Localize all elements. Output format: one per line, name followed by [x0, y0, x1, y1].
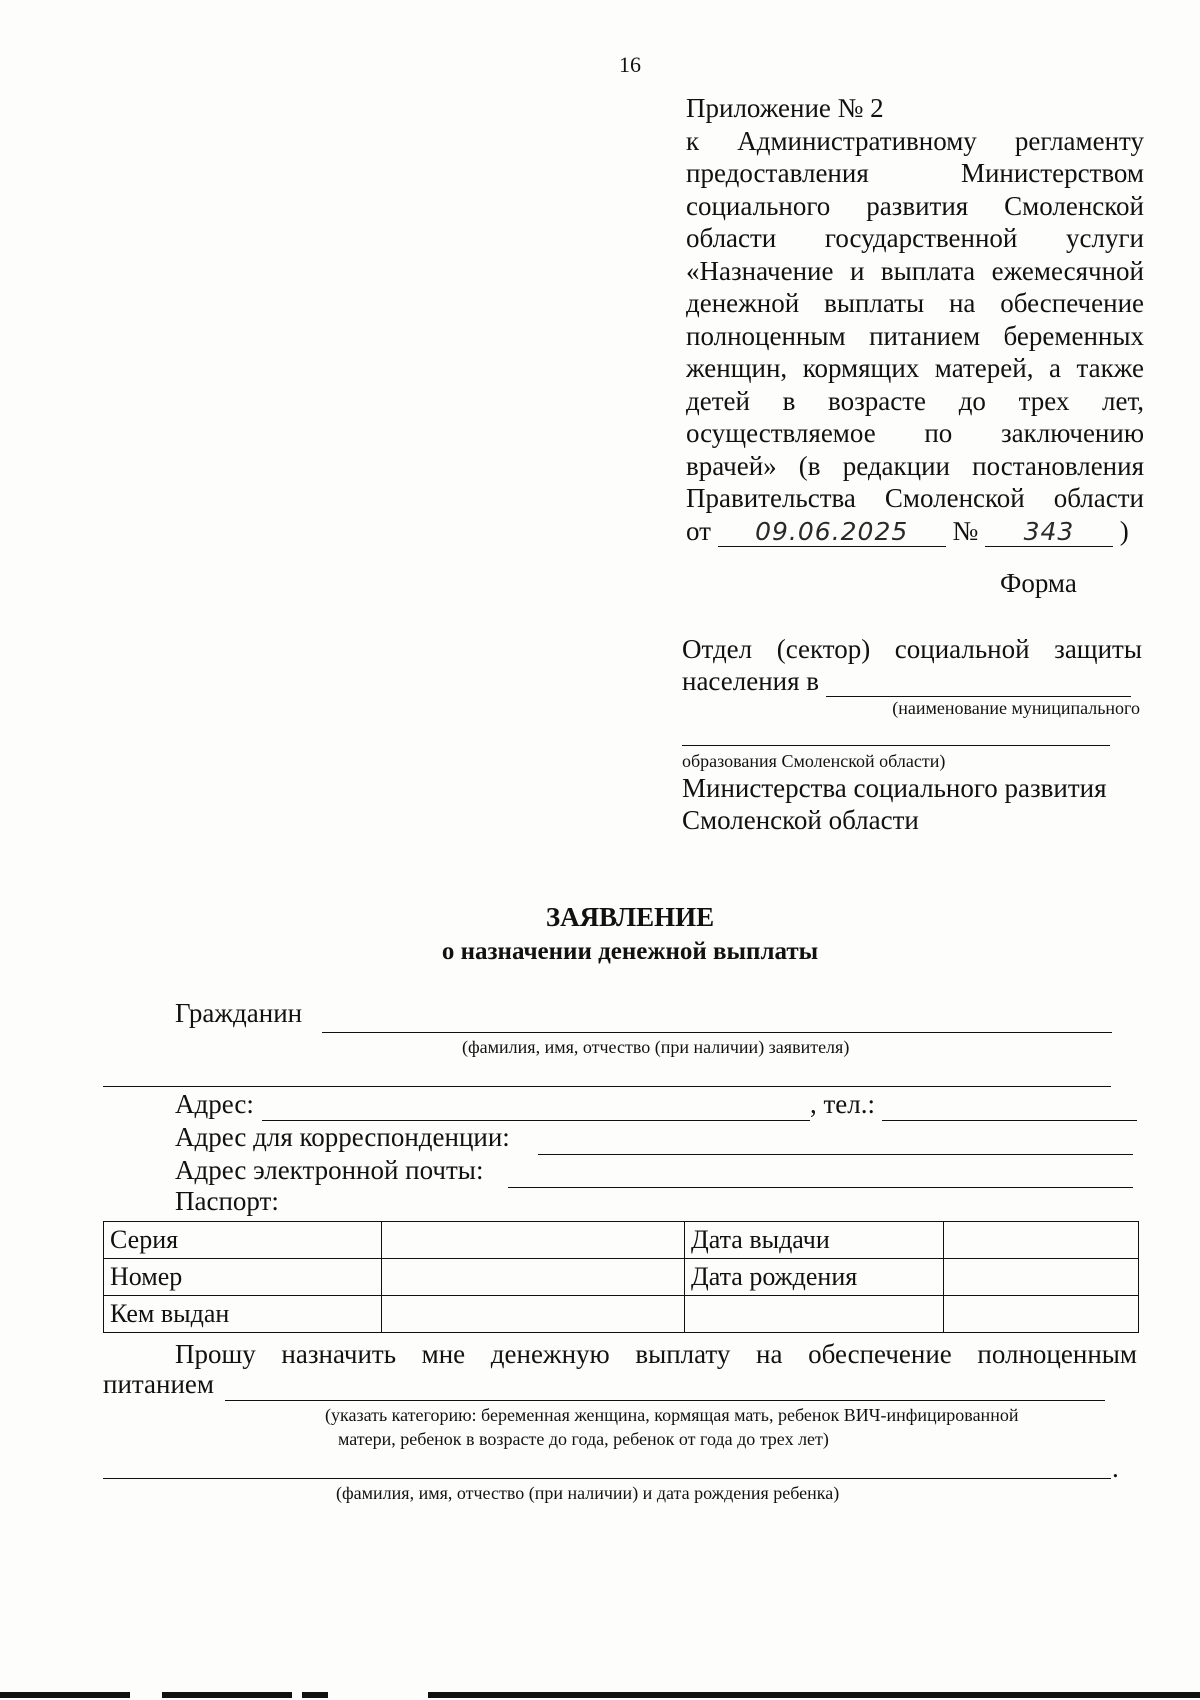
category-field[interactable]: [225, 1400, 1105, 1401]
closing-paren: ): [1119, 515, 1129, 546]
annex-line: женщин, кормящих матерей, а также: [686, 353, 1144, 383]
email-field[interactable]: [508, 1187, 1133, 1188]
table-row: [104, 1296, 1139, 1333]
annex-title: Приложение № 2: [686, 93, 884, 123]
annex-line: врачей» (в редакции постановления: [686, 450, 1144, 481]
page-number: 16: [619, 52, 641, 77]
number-field[interactable]: [382, 1259, 685, 1296]
annex-line: области государственной услуги: [686, 223, 1144, 253]
annex-line: осуществляемое по заключению: [686, 418, 1144, 448]
annex-line: детей в возрасте до трех лет,: [686, 385, 1144, 416]
citizen-field-2[interactable]: [103, 1086, 1111, 1087]
end-dot: .: [1112, 1453, 1119, 1483]
annex-line: к Административному регламенту: [686, 125, 1144, 156]
child-note: (фамилия, имя, отчество (при наличии) и дата рождения ребенка): [336, 1483, 840, 1503]
municipality-note-2: образования Смоленской области): [682, 751, 946, 771]
request-line: Прошу назначить мне денежную выплату на обеспечение полноценным: [175, 1339, 1137, 1369]
citizen-note: (фамилия, имя, отчество (при наличии) заявителя): [462, 1037, 850, 1057]
table-cell: Серия: [104, 1222, 382, 1259]
annex-line: предоставления Министерством: [686, 158, 1144, 188]
annex-block: [686, 92, 1144, 547]
corr-address-label: Адрес для корреспонденции:: [175, 1122, 510, 1152]
birth-date-field[interactable]: [944, 1259, 1139, 1296]
table-cell: Дата рождения: [685, 1259, 944, 1296]
citizen-field[interactable]: [322, 1032, 1112, 1033]
scan-edge-mark: [0, 1692, 130, 1698]
annex-line: «Назначение и выплата ежемесячной: [686, 255, 1144, 286]
scan-edge-mark: [162, 1692, 292, 1698]
table-cell[interactable]: [685, 1296, 944, 1333]
citizen-label: Гражданин: [175, 998, 303, 1028]
number-label: №: [952, 515, 979, 546]
child-field[interactable]: [103, 1478, 1111, 1479]
document-subtitle: о назначении денежной выплаты: [441, 938, 819, 965]
table-cell: Номер: [104, 1259, 382, 1296]
annex-line: полноценным питанием беременных: [686, 320, 1144, 351]
request-line-2: питанием: [103, 1369, 214, 1399]
municipality-field[interactable]: [826, 670, 1131, 697]
passport-table: [103, 1221, 1139, 1333]
address-label: Адрес:: [175, 1089, 254, 1119]
municipality-note: (наименование муниципального: [892, 698, 1140, 718]
scan-edge-mark: [302, 1692, 328, 1698]
table-cell[interactable]: [944, 1296, 1139, 1333]
annex-line: Правительства Смоленской области: [686, 483, 1144, 513]
table-cell: Дата выдачи: [685, 1222, 944, 1259]
ministry-line: Министерства социального развития: [682, 773, 1107, 803]
email-label: Адрес электронной почты:: [175, 1155, 484, 1185]
department-line-2: [682, 665, 1142, 697]
handwritten-date: 09.06.2025: [718, 518, 946, 547]
department-line: Отдел (сектор) социальной защиты: [682, 634, 1142, 664]
annex-date-line: [686, 515, 1144, 548]
ministry-line-2: Смоленской области: [682, 805, 919, 835]
population-label: населения в: [682, 666, 820, 696]
phone-field[interactable]: [882, 1120, 1137, 1121]
document-title: ЗАЯВЛЕНИЕ: [545, 902, 715, 932]
from-label: от: [686, 515, 711, 546]
category-note: (указать категорию: беременная женщина, кормящая мать, ребенок ВИЧ-инфицированной: [325, 1405, 1019, 1425]
department-block: [682, 633, 1142, 836]
corr-address-field[interactable]: [538, 1154, 1133, 1155]
table-row: [104, 1222, 1139, 1259]
municipality-field-2[interactable]: [682, 719, 1110, 746]
series-field[interactable]: [382, 1222, 685, 1259]
phone-label: , тел.:: [810, 1089, 876, 1119]
scan-edge-mark: [428, 1692, 1200, 1698]
table-row: [104, 1259, 1139, 1296]
handwritten-number: 343: [985, 518, 1113, 547]
table-cell: Кем выдан: [104, 1296, 382, 1333]
category-note-2: матери, ребенок в возрасте до года, ребенок от года до трех лет): [338, 1429, 829, 1449]
form-label: Форма: [1000, 568, 1077, 598]
issued-by-field[interactable]: [382, 1296, 685, 1333]
passport-label: Паспорт:: [175, 1186, 279, 1216]
annex-line: денежной выплаты на обеспечение: [686, 288, 1144, 318]
annex-line: социального развития Смоленской: [686, 190, 1144, 221]
issue-date-field[interactable]: [944, 1222, 1139, 1259]
